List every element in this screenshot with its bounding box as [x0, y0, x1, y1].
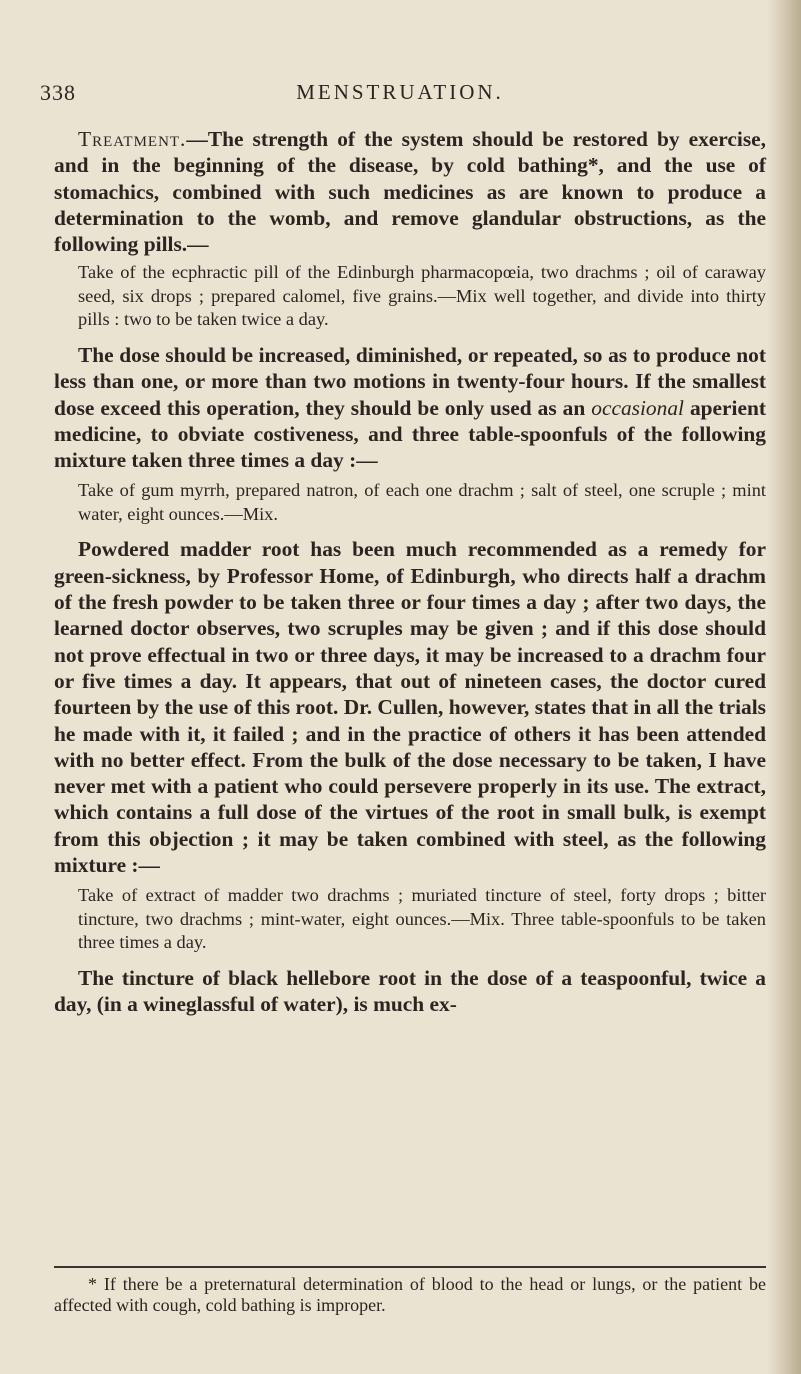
paragraph-hellebore: The tincture of black hellebore root in the dose of a teaspoonful, twice a day, (in a wineglassful of water), is much ex-	[54, 965, 766, 1017]
page-edge-shadow	[767, 0, 801, 1374]
formula-madder: Take of extract of madder two drachms ; muriated tincture of steel, forty drops ; bitter tincture, two drachms ; mint-water, eight ounces.—Mix. Three table-spoonfuls to be taken three times a day.	[78, 885, 766, 953]
paragraph-dose	[54, 342, 766, 473]
page-header	[40, 70, 760, 110]
footnote-divider	[54, 1266, 766, 1268]
paragraph-treatment-text: —The strength of the system should be restored by exercise, and in the beginning of the disease, by cold bathing*, and the use of stomachics, combined with such medicines as are known to produce a determination to the womb, and remove glandular obstructions, as the following pills.—	[54, 127, 766, 257]
page-body	[54, 126, 766, 1017]
formula-mixture: Take of gum myrrh, prepared natron, of each one drachm ; salt of steel, one scruple ; mint water, eight ounces.—Mix.	[78, 480, 766, 524]
footnote: * If there be a preternatural determination of blood to the head or lungs, or the patient be affected with cough, cold bathing is improper.	[54, 1274, 766, 1315]
paragraph-dose-part1: The dose should be increased, diminished, or repeated, so as to produce not less than one, or more than two motions in twenty-four hours. If the smallest dose exceed this operation, they should be only used as an	[54, 342, 766, 420]
page-number: 338	[40, 80, 76, 105]
paragraph-treatment	[54, 126, 766, 257]
paragraph-madder: Powdered madder root has been much recommended as a remedy for green-sickness, by Professor Home, of Edinburgh, who directs half a drachm of the fresh powder to be taken three or four times a day ; after two days, the learned doctor observes, two scruples may be given ; and if this dose should not prove effectual in two or three days, it may be increased to a drachm four or five times a day. It appears, that out of nineteen cases, the doctor cured fourteen by the use of this root. Dr. Cullen, however, states that in all the trials he made with it, it failed ; and in the practice of others it has been attended with no better effect. From the bulk of the dose necessary to be taken, I have never met with a patient who could persevere properly in its use. The extract, which contains a full dose of the virtues of the root in small bulk, is exempt from this objection ; it may be taken combined with steel, as the following mixture :—	[54, 537, 766, 878]
running-title: MENSTRUATION.	[296, 80, 504, 104]
section-lead: Treatment.	[78, 127, 187, 151]
emphasis-occasional: occasional	[591, 395, 684, 420]
paragraph-dose-part2: aperient medicine, to obviate costiveness, and three table-spoonfuls of the following mixture taken three times a day :—	[54, 395, 767, 473]
formula-pills: Take of the ecphractic pill of the Edinburgh pharmacopœia, two drachms ; oil of caraway seed, six drops ; prepared calomel, five grains.—Mix well together, and divide into thirty pills : two to be taken twice a day.	[78, 262, 766, 330]
